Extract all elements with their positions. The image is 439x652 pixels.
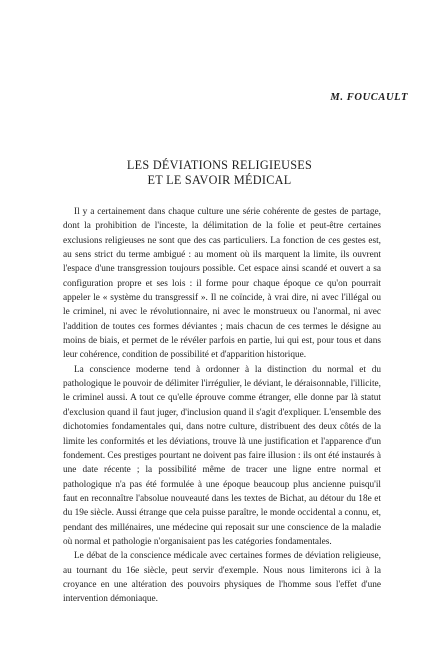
paragraph-3: Le débat de la conscience médicale avec certaines formes de déviation religieuse, au tournant du 16e siècle, peut servir d'exemple. Nous nous limiterons ici à la croyance en une altération des pouvoirs physiques de l'homme sous l'effet d'une intervention démoniaque.	[63, 551, 381, 605]
article-body	[63, 205, 381, 607]
paragraph-1: Il y a certainement dans chaque culture une série cohérente de gestes de partage, dont la prohibition de l'inceste, la délimitation de la folie et peut-être certaines exclusions religieuses ne sont que des cas particuliers. La fonction de ces gestes est, au sens strict du terme ambigué : au moment où ils marquent la limite, ils ouvrent l'espace d'une transgression toujours possible. Cet espace ainsi scandé et ouvert a sa configuration propre et ses lois : il forme pour chaque époque ce qu'on pourrait appeler le « système du transgressif ». Il ne coïncide, à vrai dire, ni avec l'illégal ou le criminel, ni avec le révolutionnaire, ni avec le monstrueux ou l'anormal, ni avec l'addition de toutes ces formes déviantes ; mais chacun de ces termes le désigne au moins de biais, et permet de le révéler parfois en partie, lui qui est, pour tous et dans leur cohérence, condition de possibilité et d'apparition historique.	[63, 207, 381, 361]
title-line-2: ET LE SAVOIR MÉDICAL	[147, 172, 292, 187]
article-title	[0, 158, 439, 187]
title-line-1: LES DÉVIATIONS RELIGIEUSES	[126, 158, 313, 172]
author-header: M. FOUCAULT	[330, 92, 408, 103]
paragraph-2: La conscience moderne tend à ordonner à la distinction du normal et du pathologique le pouvoir de délimiter l'irrégulier, le déviant, le déraisonnable, l'illicite, le criminel aussi. A tout ce qu'elle éprouve comme étranger, elle donne par là statut d'exclusion quand il faut juger, d'inclusion quand il s'agit d'expliquer. L'ensemble des dichotomies fondamentales qui, dans notre culture, distribuent des deux côtés de la limite les conformités et les déviations, trouve là une justification et l'apparence d'un fondement. Ces prestiges pourtant ne doivent pas faire illusion : ils ont été instaurés à une date récente ; la possibilité même de tracer une ligne entre normal et pathologique n'a pas été formulée à une époque beaucoup plus ancienne puisqu'il faut en reconnaître l'absolue nouveauté dans les textes de Bichat, au détour du 18e et du 19e siècle. Aussi étrange que cela puisse paraître, le monde occidental a connu, et, pendant des millénaires, une médecine qui reposait sur une conscience de la maladie où normal et pathologie n'organisaient pas les catégories fondamentales.	[63, 364, 381, 547]
